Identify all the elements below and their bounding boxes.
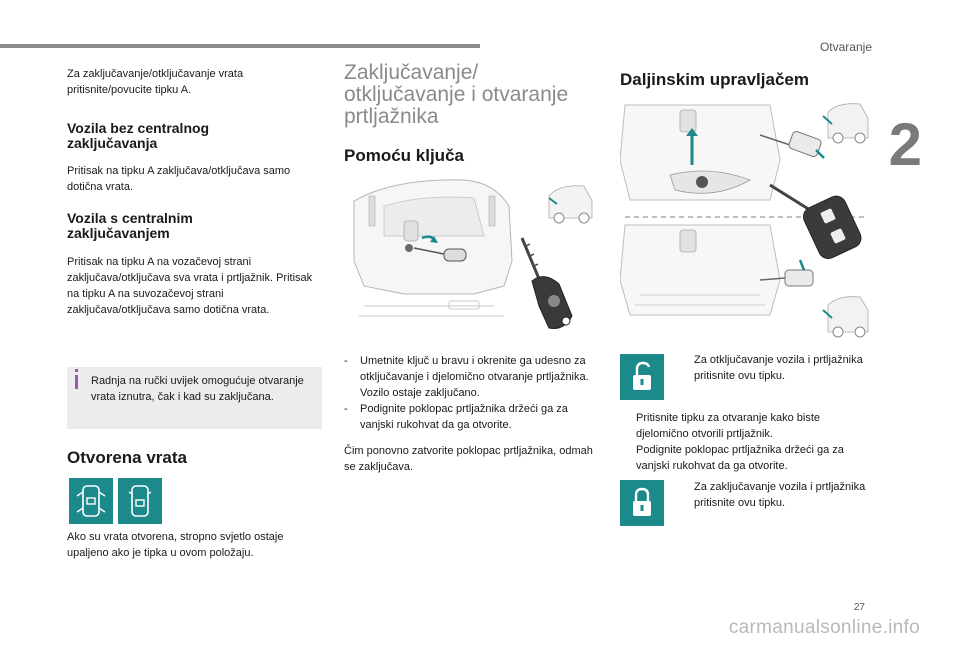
top-rule (0, 44, 480, 48)
remote-step-2-text: Podignite poklopac prtljažnika držeći ga za vanjski rukohvat da ga otvorite. (636, 444, 844, 472)
dash-marker: - (344, 355, 348, 367)
chapter-number: 2 (888, 111, 922, 178)
heading-remote: Daljinskim upravljačem (620, 70, 809, 89)
section-title: Otvaranje (819, 40, 872, 54)
section-heading-line3: prtljažnika (344, 105, 439, 128)
remote-illustration (620, 100, 870, 340)
lock-instruction (678, 479, 868, 511)
remote-steps (620, 410, 870, 474)
section-heading-line2: otključavanje i otvaranje (344, 83, 569, 106)
info-icon-dot (75, 369, 78, 372)
heading-central (67, 211, 322, 241)
remote-step-2 (620, 442, 870, 474)
unlock-icon (620, 354, 664, 400)
remote-step-1 (620, 410, 870, 442)
door-open-icon (69, 478, 113, 524)
info-text: Radnja na ručki uvijek omogućuje otvaranje vrata iznutra, čak i kad su zaključana. (91, 375, 304, 403)
key-step-1 (344, 353, 596, 401)
dash-marker: - (344, 403, 348, 415)
key-trunk-illustration (344, 176, 594, 336)
key-step-2-text: Podignite poklopac prtljažnika držeći ga za vanjski rukohvat da ga otvorite. (360, 403, 568, 431)
heading-no-central-line2: zaključavanja (67, 135, 158, 151)
heading-no-central (67, 121, 322, 151)
heading-open-doors: Otvorena vrata (67, 448, 187, 467)
open-doors-text: Ako su vrata otvorena, stropno svjetlo ostaje upaljeno ako je tipka u ovom položaju. (67, 531, 284, 559)
info-icon (75, 375, 78, 389)
door-closed-icon (118, 478, 162, 524)
unlock-instruction (678, 352, 868, 384)
unlock-text: Za otključavanje vozila i prtljažnika pritisnite ovu tipku. (694, 354, 863, 382)
intro-text: Za zaključavanje/otključavanje vrata pritisnite/povucite tipku A. (67, 68, 244, 96)
page-number: 27 (853, 602, 865, 613)
section-heading (344, 62, 584, 128)
section-heading-line1: Zaključavanje/ (344, 61, 479, 84)
key-step-1-text: Umetnite ključ u bravu i okrenite ga udesno za otključavanje i djelomično otvaranje prtljažnika. Vozilo ostaje zaključano. (360, 355, 589, 399)
no-central-text: Pritisak na tipku A zaključava/otključava samo dotična vrata. (67, 165, 291, 193)
watermark: carmanualsonline.info (728, 617, 920, 638)
key-steps (344, 353, 596, 433)
heading-no-central-line1: Vozila bez centralnog (67, 120, 210, 136)
remote-step-1-text: Pritisnite tipku za otvaranje kako biste djelomično otvorili prtljažnik. (636, 412, 821, 440)
lock-text: Za zaključavanje vozila i prtljažnika pritisnite ovu tipku. (694, 481, 866, 509)
key-step-2 (344, 401, 596, 433)
info-box (67, 367, 322, 429)
heading-central-line2: zaključavanjem (67, 225, 170, 241)
central-text: Pritisak na tipku A na vozačevoj strani zaključava/otključava sva vrata i prtljažnik. Pritisak na tipku A na suvozačevoj strani zaključava/otključava samo dotična vrata. (67, 256, 313, 316)
heading-central-line1: Vozila s centralnim (67, 210, 193, 226)
heading-with-key: Pomoću ključa (344, 146, 464, 165)
close-trunk-text: Čim ponovno zatvorite poklopac prtljažnika, odmah se zaključava. (344, 445, 593, 473)
lock-icon (620, 480, 664, 526)
